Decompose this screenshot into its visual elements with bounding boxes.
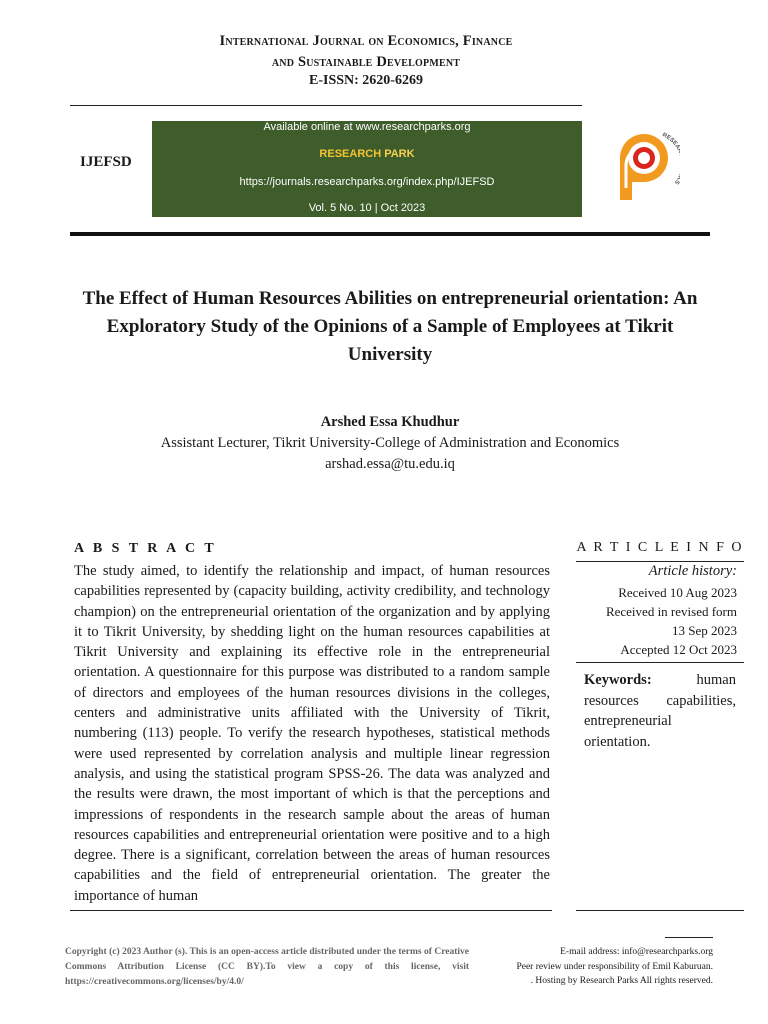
- abstract-heading: A B S T R A C T: [74, 541, 217, 556]
- footer-hosting: . Hosting by Research Parks All rights reserved.: [530, 976, 713, 986]
- revised-date: 13 Sep 2023: [672, 623, 737, 638]
- article-history-dates: [576, 583, 737, 659]
- logo-text: RESE S: [661, 132, 680, 186]
- header-divider: [70, 105, 582, 106]
- publisher-word-2: PARK: [384, 148, 415, 160]
- keywords-block: [584, 670, 736, 752]
- volume-info: Vol. 5 No. 10 | Oct 2023: [308, 202, 426, 214]
- article-title: The Effect of Human Resources Abilities on entrepreneurial orientation: An Exploratory Study of the Opinions of a Sample of Employees at Tikrit University: [82, 288, 698, 365]
- author-name: Arshed Essa Khudhur: [320, 414, 460, 430]
- article-info-heading: A R T I C L E I N F O: [576, 540, 744, 555]
- article-history-label: Article history:: [648, 563, 737, 579]
- received-date: Received 10 Aug 2023: [618, 585, 737, 600]
- keywords-label: Keywords:: [584, 672, 652, 688]
- abstract-divider: [70, 910, 552, 911]
- publisher-name: [152, 148, 582, 160]
- journal-abbrev: IJEFSD: [80, 154, 132, 170]
- journal-title-line2: and Sustainable Development: [271, 54, 461, 70]
- header-thick-divider: [70, 232, 710, 236]
- journal-url-link[interactable]: https://journals.researchparks.org/index.php/IJEFSD: [239, 176, 495, 188]
- footer-divider: [665, 937, 713, 938]
- journal-title: [70, 31, 662, 73]
- abstract-text: The study aimed, to identify the relationship and impact, of human resources capabilities represented by (capacity building, activity credibility, and technology champion) on the entrepreneurial orientation of the organization and by applying it to Tikrit University, by shedding light on the human resources capabilities at Tikrit University and explaining its effective role in the entrepreneurial orientation. A questionnaire for this purpose was distributed to a random sample of directors and employees of the human resources divisions in the colleges, centers and administrative units affiliated with the University of Tikrit, numbering (113) people. To verify the research hypotheses, statistical methods were used represented by correlation analysis and multiple linear regression analysis, and using the statistical program SPSS-26. The data was analyzed and the results were drawn, the most important of which is that the perceptions and impressions of respondents in the research sample about the areas of human resources capabilities and entrepreneurial orientation were positive and to a high degree. There is a significant, correlation between the areas of human resources capabilities and the field of entrepreneurial orientation. The greater the importance of human: [74, 563, 550, 904]
- journal-title-line1: International Journal on Economics, Finance: [219, 33, 513, 49]
- publisher-banner: [152, 121, 582, 217]
- article-info-divider-top: [576, 561, 744, 562]
- footer-publisher-info: [470, 945, 713, 989]
- footer-peer-review: Peer review under responsibility of Emil Kaburuan.: [516, 961, 713, 972]
- author-affiliation: Assistant Lecturer, Tikrit University-College of Administration and Economics: [160, 435, 620, 451]
- copyright-notice: Copyright (c) 2023 Author (s). This is an open-access article distributed under the terms of Creative Commons Attribution License (CC BY).To view a copy of this license, visit https://creativecommons.org/licenses/by/4.0/: [65, 947, 469, 987]
- author-email[interactable]: arshad.essa@tu.edu.iq: [325, 456, 455, 472]
- footer-email: E-mail address: info@researchparks.org: [560, 947, 713, 957]
- publisher-word-1: RESEARCH: [319, 148, 382, 160]
- journal-issn: E-ISSN: 2620-6269: [309, 73, 423, 88]
- research-parks-logo-icon: [606, 124, 680, 204]
- revised-label: Received in revised form: [605, 604, 737, 619]
- keywords-list: human resources capabilities, entrepreneurial orientation.: [584, 672, 736, 750]
- article-info-divider-bottom: [576, 910, 744, 911]
- article-info-divider-mid: [576, 662, 744, 663]
- available-online-text: Available online at www.researchparks.org: [263, 121, 471, 133]
- accepted-date: Accepted 12 Oct 2023: [620, 642, 737, 657]
